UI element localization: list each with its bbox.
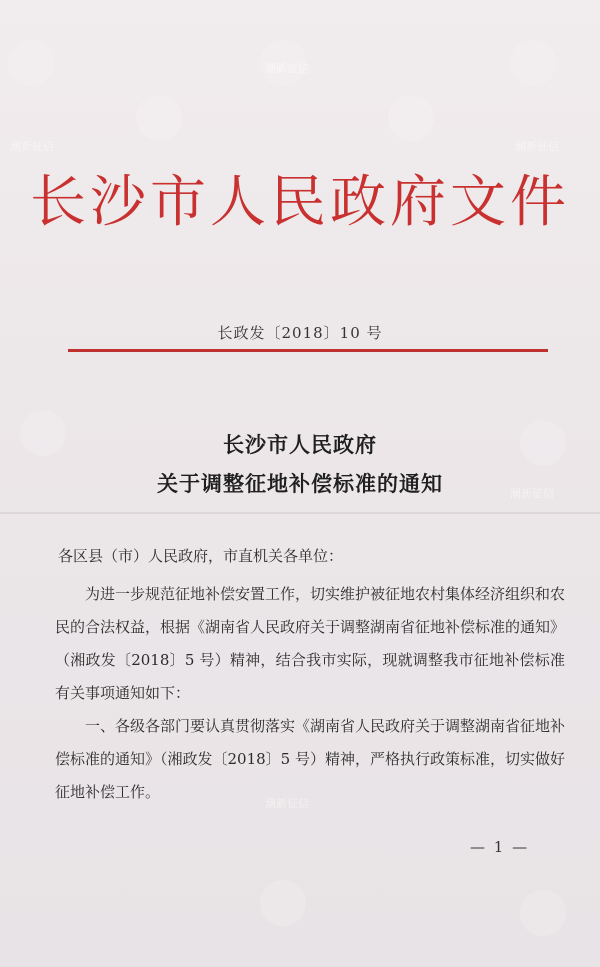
watermark-text: 潮新征信 <box>510 487 554 500</box>
watermark-mark <box>520 890 566 936</box>
paper-fold-crease <box>0 512 600 514</box>
red-separator-line <box>68 349 548 352</box>
salutation: 各区县（市）人民政府，市直机关各单位： <box>58 547 344 565</box>
watermark-mark <box>388 95 434 141</box>
body-paragraph-2: 一、各级各部门要认真贯彻落实《湖南省人民政府关于调整湖南省征地补偿标准的通知》（湘政发〔2018〕5 号）精神，严格执行政策标准，切实做好征地补偿工作。 <box>55 717 566 801</box>
watermark-text: 潮新征信 <box>265 62 309 75</box>
notice-title-line-2: 关于调整征地补偿标准的通知 <box>157 471 443 496</box>
watermark-mark <box>510 40 556 86</box>
document-number: 长政发〔2018〕10 号 <box>217 324 383 342</box>
notice-title-line-1: 长沙市人民政府 <box>223 432 377 457</box>
watermark-text: 潮新征信 <box>10 140 54 153</box>
page-number: — 1 — <box>470 838 530 856</box>
watermark-mark <box>136 95 182 141</box>
watermark-mark <box>8 40 54 86</box>
watermark-text: 潮新征信 <box>515 140 559 153</box>
issuer-header: 长沙市人民政府文件 <box>30 170 570 235</box>
watermark-mark <box>260 880 306 926</box>
body-paragraph-1: 为进一步规范征地补偿安置工作，切实维护被征地农村集体经济组织和农民的合法权益，根据《湖南省人民政府关于调整湖南省征地补偿标准的通知》（湘政发〔2018〕5 号）精神，结合我市实际，现就调整我市征地补偿标准有关事项通知如下： <box>55 585 566 702</box>
watermark-text: 潮新征信 <box>265 797 309 810</box>
